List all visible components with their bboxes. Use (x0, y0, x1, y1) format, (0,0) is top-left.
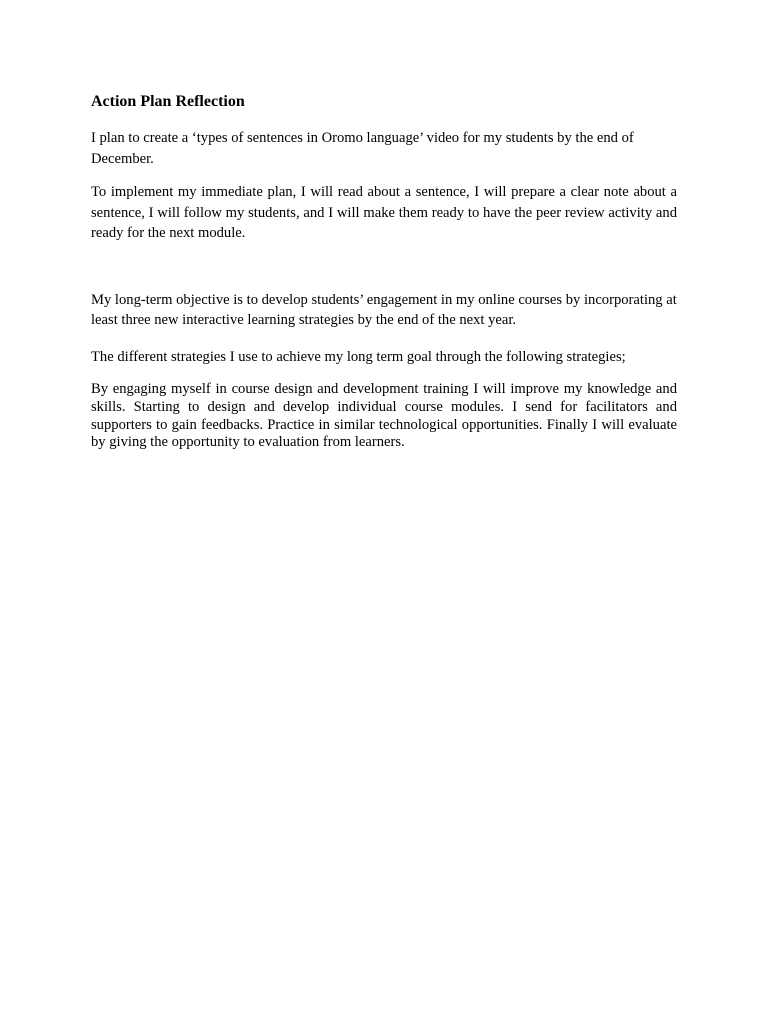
paragraph-long-term-objective: My long-term objective is to develop students’ engagement in my online courses by incorporating at least three new interactive learning strategies by the end of the next year. (91, 291, 677, 328)
paragraph-strategies-detail: By engaging myself in course design and development training I will improve my knowledge and skills. Starting to design and develop individual course modules. I send for facilitators and supporters to gain feedbacks. Practice in similar technological opportunities. Finally I will evaluate by giving the opportunity to evaluation from learners. (91, 381, 677, 451)
document-page (91, 91, 677, 452)
paragraph-immediate-plan: I plan to create a ‘types of sentences in Oromo language’ video for my students by the end of December. (91, 130, 634, 167)
paragraph-strategies-intro: The different strategies I use to achieve my long term goal through the following strategies; (91, 348, 626, 365)
document-title: Action Plan Reflection (91, 93, 245, 110)
paragraph-implementation: To implement my immediate plan, I will read about a sentence, I will prepare a clear note about a sentence, I will follow my students, and I will make them ready to have the peer review activity and ready for the next module. (91, 184, 677, 241)
